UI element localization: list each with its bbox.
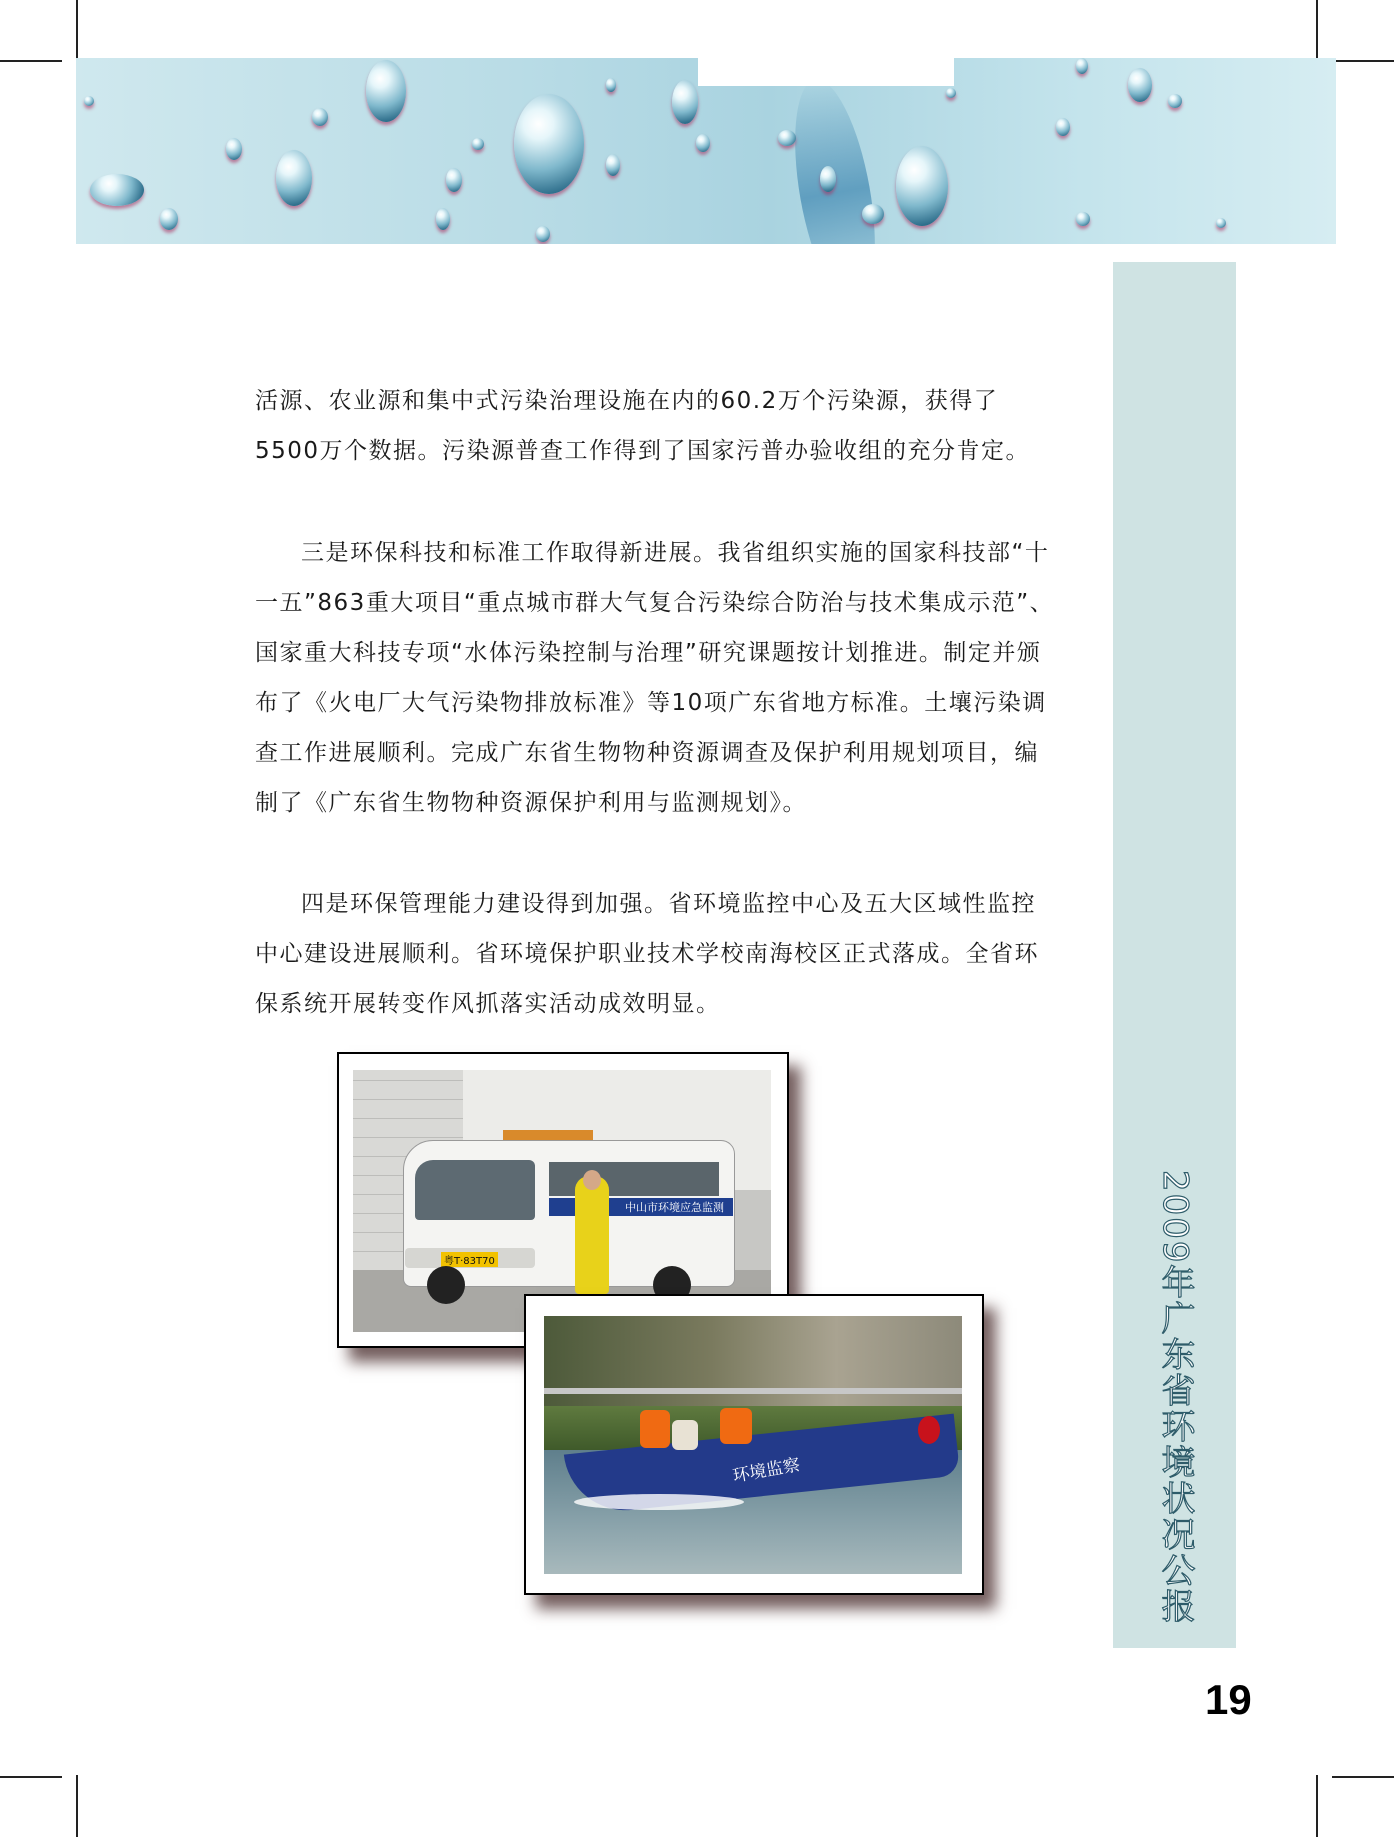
person-2 (672, 1420, 698, 1450)
droplet (1216, 218, 1226, 228)
droplet (536, 226, 550, 242)
report-title-vertical: 2009年广东省环境状况公报 (1155, 1170, 1195, 1625)
crop-mark-top-right-v (1316, 0, 1318, 62)
droplet (90, 174, 144, 206)
boat-photo (544, 1316, 962, 1574)
droplet (276, 150, 312, 206)
paragraph-1 (255, 376, 1055, 476)
droplet (446, 168, 462, 192)
crop-mark-top-left-h (0, 60, 62, 62)
banner-notch (698, 58, 954, 86)
droplet (606, 78, 616, 92)
droplet (672, 80, 698, 124)
droplet (1076, 212, 1090, 226)
van-windshield (415, 1160, 535, 1220)
droplet (696, 134, 710, 152)
droplet (896, 146, 948, 226)
droplet (84, 96, 94, 106)
crop-mark-top-right-h (1332, 60, 1394, 62)
pipe (544, 1388, 962, 1394)
droplet (514, 94, 584, 194)
droplet (472, 138, 484, 150)
boat-hull-text: 环境监察 (731, 1455, 802, 1487)
boat-bow-flag (918, 1416, 940, 1444)
boat-wake (574, 1494, 744, 1510)
droplet (820, 166, 836, 192)
droplet (160, 208, 178, 230)
paragraph-3 (255, 879, 1055, 1029)
droplet (366, 60, 406, 122)
droplet (778, 130, 796, 146)
crop-mark-bottom-right-v (1316, 1775, 1318, 1837)
paragraph-text: 活源、农业源和集中式污染治理设施在内的60.2万个污染源，获得了5500万个数据。污染源普查工作得到了国家污普办验收组的充分肯定。 (255, 388, 1031, 464)
droplet (606, 154, 620, 176)
photo-boat-frame (524, 1294, 984, 1595)
van-plate: 粤T·83T70 (441, 1252, 498, 1267)
van-wheel-front (427, 1266, 465, 1304)
droplet (1056, 118, 1070, 136)
person-3 (720, 1408, 752, 1444)
paragraph-text: 四是环保管理能力建设得到加强。省环境监控中心及五大区域性监控中心建设进展顺利。省环境保护职业技术学校南海校区正式落成。全省环保系统开展转变作风抓落实活动成效明显。 (255, 891, 1039, 1017)
droplet (436, 208, 450, 230)
van-side-text: 中山市环境应急监测 (625, 1201, 724, 1214)
van-light-bar (503, 1130, 593, 1140)
person-head (583, 1170, 601, 1190)
page-number: 19 (1205, 1676, 1252, 1723)
droplet (1128, 68, 1152, 102)
van-photo (353, 1070, 771, 1332)
droplet (312, 108, 328, 126)
droplet (226, 138, 242, 160)
droplet (1076, 58, 1088, 74)
paragraph-2 (255, 528, 1055, 828)
crop-mark-top-left-v (76, 0, 78, 62)
droplet (1168, 94, 1182, 108)
droplet (862, 204, 884, 224)
crop-mark-bottom-left-h (0, 1776, 62, 1778)
crop-mark-bottom-left-v (76, 1775, 78, 1837)
droplet (946, 88, 956, 98)
paragraph-text: 三是环保科技和标准工作取得新进展。我省组织实施的国家科技部“十一五”863重大项目“重点城市群大气复合污染综合防治与技术集成示范”、国家重大科技专项“水体污染控制与治理”研究课题按计划推进。制定并颁布了《火电厂大气污染物排放标准》等10项广东省地方标准。土壤污染调查工作进展顺利。完成广东省生物物种资源调查及保护利用规划项目，编制了《广东省生物物种资源保护利用与监测规划》。 (255, 540, 1055, 816)
crop-mark-bottom-right-h (1332, 1776, 1394, 1778)
person-yellow-suit (575, 1176, 609, 1294)
person-1 (640, 1410, 670, 1448)
